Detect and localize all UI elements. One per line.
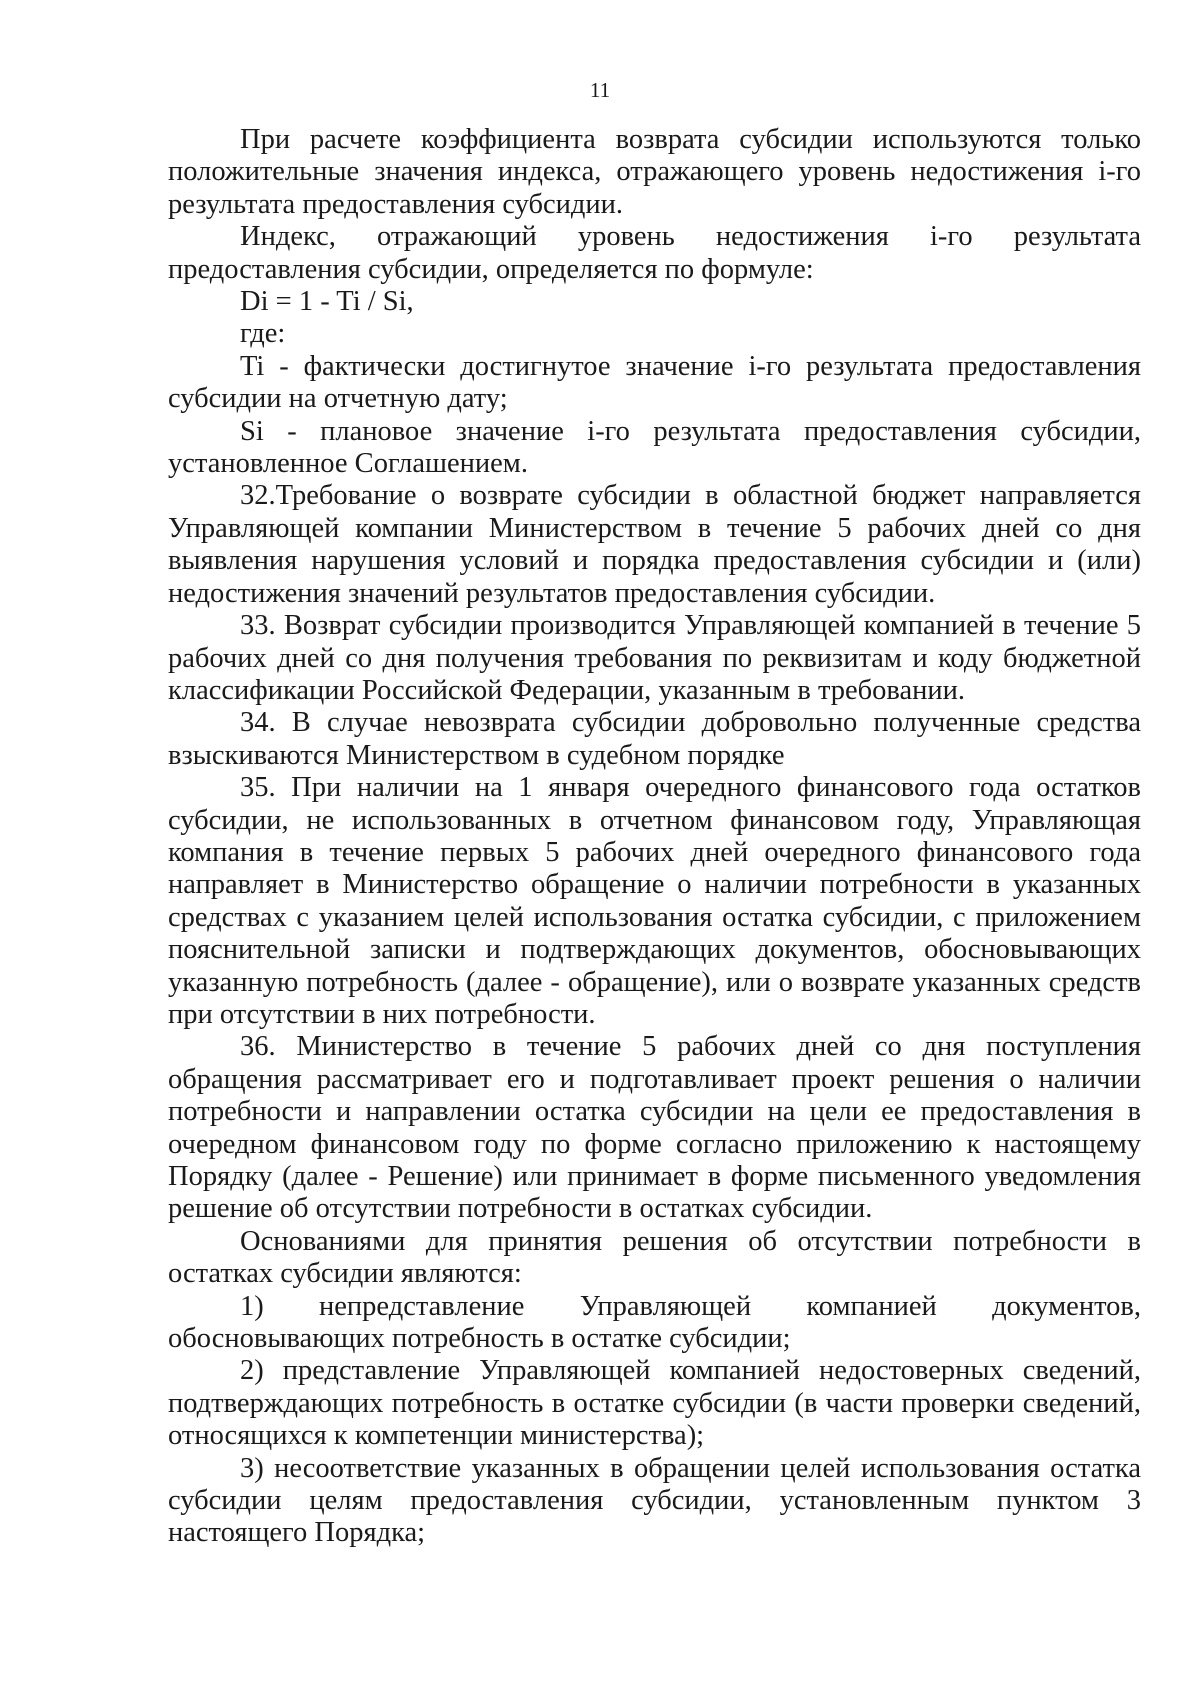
clause-36: 36. Министерство в течение 5 рабочих дней со дня поступления обращения рассматривает его и подготавливает проект решения о наличии потребности и направлении остатка субсидии на цели ее предоставления в очередном финансовом году по форме согласно приложению к настоящему Порядку (далее - Решение) или принимает в форме письменного уведомления решение об отсутствии потребности в остатках субсидии. [168,1031,1141,1225]
clause-35: 35. При наличии на 1 января очередного финансового года остатков субсидии, не использованных в отчетном финансовом году, Управляющая компания в течение первых 5 рабочих дней очередного финансового года направляет в Министерство обращение о наличии потребности в указанных средствах с указанием целей использования остатка субсидии, с приложением пояснительной записки и подтверждающих документов, обосновывающих указанную потребность (далее - обращение), или о возврате указанных средств при отсутствии в них потребности. [168,772,1141,1030]
clause-32: 32.Требование о возврате субсидии в областной бюджет направляется Управляющей компании Министерством в течение 5 рабочих дней со дня выявления нарушения условий и порядка предоставления субсидии и (или) недостижения значений результатов предоставления субсидии. [168,480,1141,609]
ground-item-2: 2) представление Управляющей компанией недостоверных сведений, подтверждающих потребность в остатке субсидии (в части проверки сведений, относящихся к компетенции министерства); [168,1355,1141,1452]
definition-si: Si - плановое значение i-го результата предоставления субсидии, установленное Соглашением. [168,415,1141,480]
formula-where: где: [240,318,286,350]
formula-di: Di = 1 - Ti / Si, [240,286,414,318]
grounds-heading: Основаниями для принятия решения об отсутствии потребности в остатках субсидии являются: [168,1225,1141,1290]
ground-item-1: 1) непредставление Управляющей компанией документов, обосновывающих потребность в остатке субсидии; [168,1290,1141,1355]
clause-34: 34. В случае невозврата субсидии добровольно полученные средства взыскиваются Министерством в судебном порядке [168,707,1141,771]
clause-33: 33. Возврат субсидии производится Управляющей компанией в течение 5 рабочих дней со дня получения требования по реквизитам и коду бюджетной классификации Российской Федерации, указанным в требовании. [168,610,1141,706]
page-number: 11 [589,78,611,102]
ground-item-3: 3) несоответствие указанных в обращении целей использования остатка субсидии целям предоставления субсидии, установленным пунктом 3 настоящего Порядка; [168,1452,1141,1549]
paragraph-index-positive-values: При расчете коэффициента возврата субсидии используются только положительные значения индекса, отражающего уровень недостижения i-го результата предоставления субсидии. [168,124,1141,220]
definition-ti: Ti - фактически достигнутое значение i-го результата предоставления субсидии на отчетную дату; [168,350,1141,415]
paragraph-index-definition: Индекс, отражающий уровень недостижения i-го результата предоставления субсидии, определяется по формуле: [168,221,1141,285]
document-body [168,124,1141,1550]
